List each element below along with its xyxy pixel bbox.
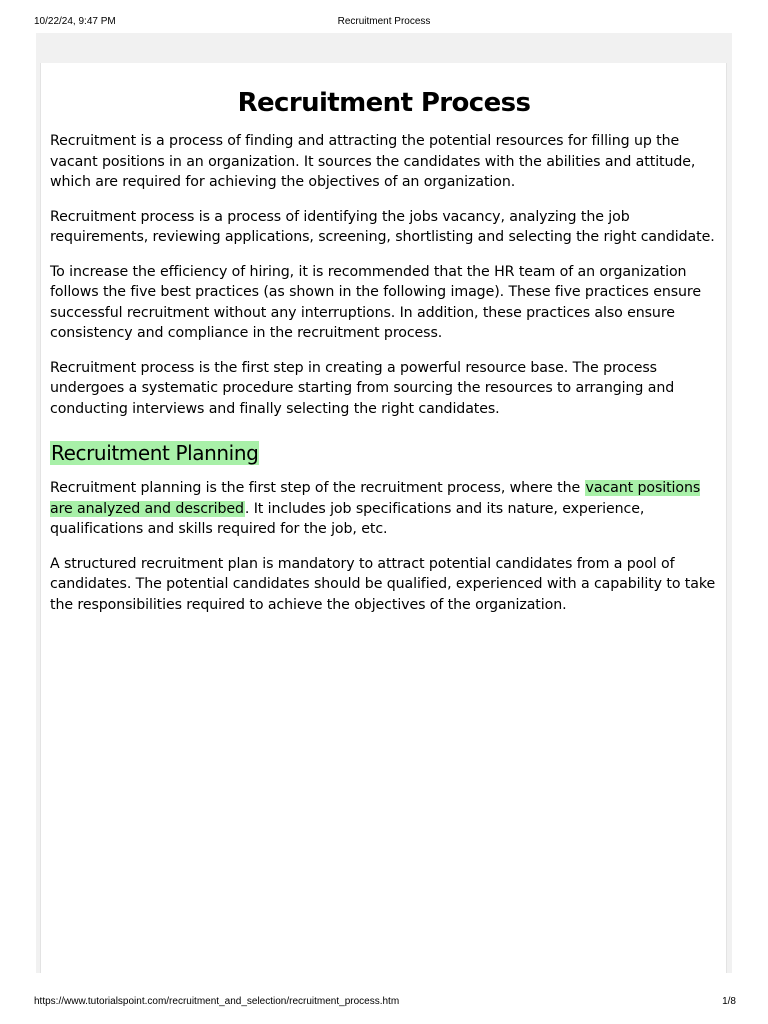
article-content bbox=[50, 63, 718, 615]
section-heading bbox=[50, 440, 718, 466]
intro-paragraph-4: Recruitment process is the first step in creating a powerful resource base. The process undergoes a systematic procedure starting from sourcing the resources to arranging and conducting interviews and finally selecting the right candidates. bbox=[50, 359, 675, 417]
section-heading-highlight: Recruitment Planning bbox=[51, 441, 259, 465]
highlighted-phrase: vacant positions are analyzed and described bbox=[50, 480, 701, 517]
print-header-title: Recruitment Process bbox=[337, 16, 431, 27]
print-datetime: 10/22/24, 9:47 PM bbox=[34, 16, 116, 27]
page-url: https://www.tutorialspoint.com/recruitment_and_selection/recruitment_process.htm bbox=[34, 996, 400, 1007]
section-paragraph-2: A structured recruitment plan is mandatory to attract potential candidates from a pool of candidates. The potential candidates should be qualified, experienced with a capability to take the responsibilities required to achieve the objectives of the organization. bbox=[50, 555, 716, 613]
page-title: Recruitment Process bbox=[237, 88, 531, 118]
page-number: 1/8 bbox=[722, 996, 736, 1007]
print-header bbox=[0, 16, 768, 30]
intro-paragraph-2: Recruitment process is a process of identifying the jobs vacancy, analyzing the job requirements, reviewing applications, screening, shortlisting and selecting the right candidate. bbox=[50, 208, 715, 245]
intro-paragraph-3: To increase the efficiency of hiring, it is recommended that the HR team of an organization follows the five best practices (as shown in the following image). These five practices ensure successful recruitment without any interruptions. In addition, these practices also ensure consistency and compliance in the recruitment process. bbox=[50, 263, 701, 341]
content-frame bbox=[36, 33, 732, 973]
print-footer bbox=[0, 996, 768, 1010]
article-card bbox=[40, 63, 727, 973]
section-paragraph-1-start: Recruitment planning is the first step of the recruitment process, where the bbox=[50, 480, 585, 496]
intro-paragraph-1: Recruitment is a process of finding and attracting the potential resources for filling up the vacant positions in an organization. It sources the candidates with the abilities and attitude, which are required for achieving the objectives of an organization. bbox=[50, 133, 696, 190]
section-paragraph-1-end: . It includes job specifications and its nature, experience, qualifications and skills required for the job, etc. bbox=[50, 500, 645, 537]
section-paragraph-1 bbox=[50, 478, 718, 540]
